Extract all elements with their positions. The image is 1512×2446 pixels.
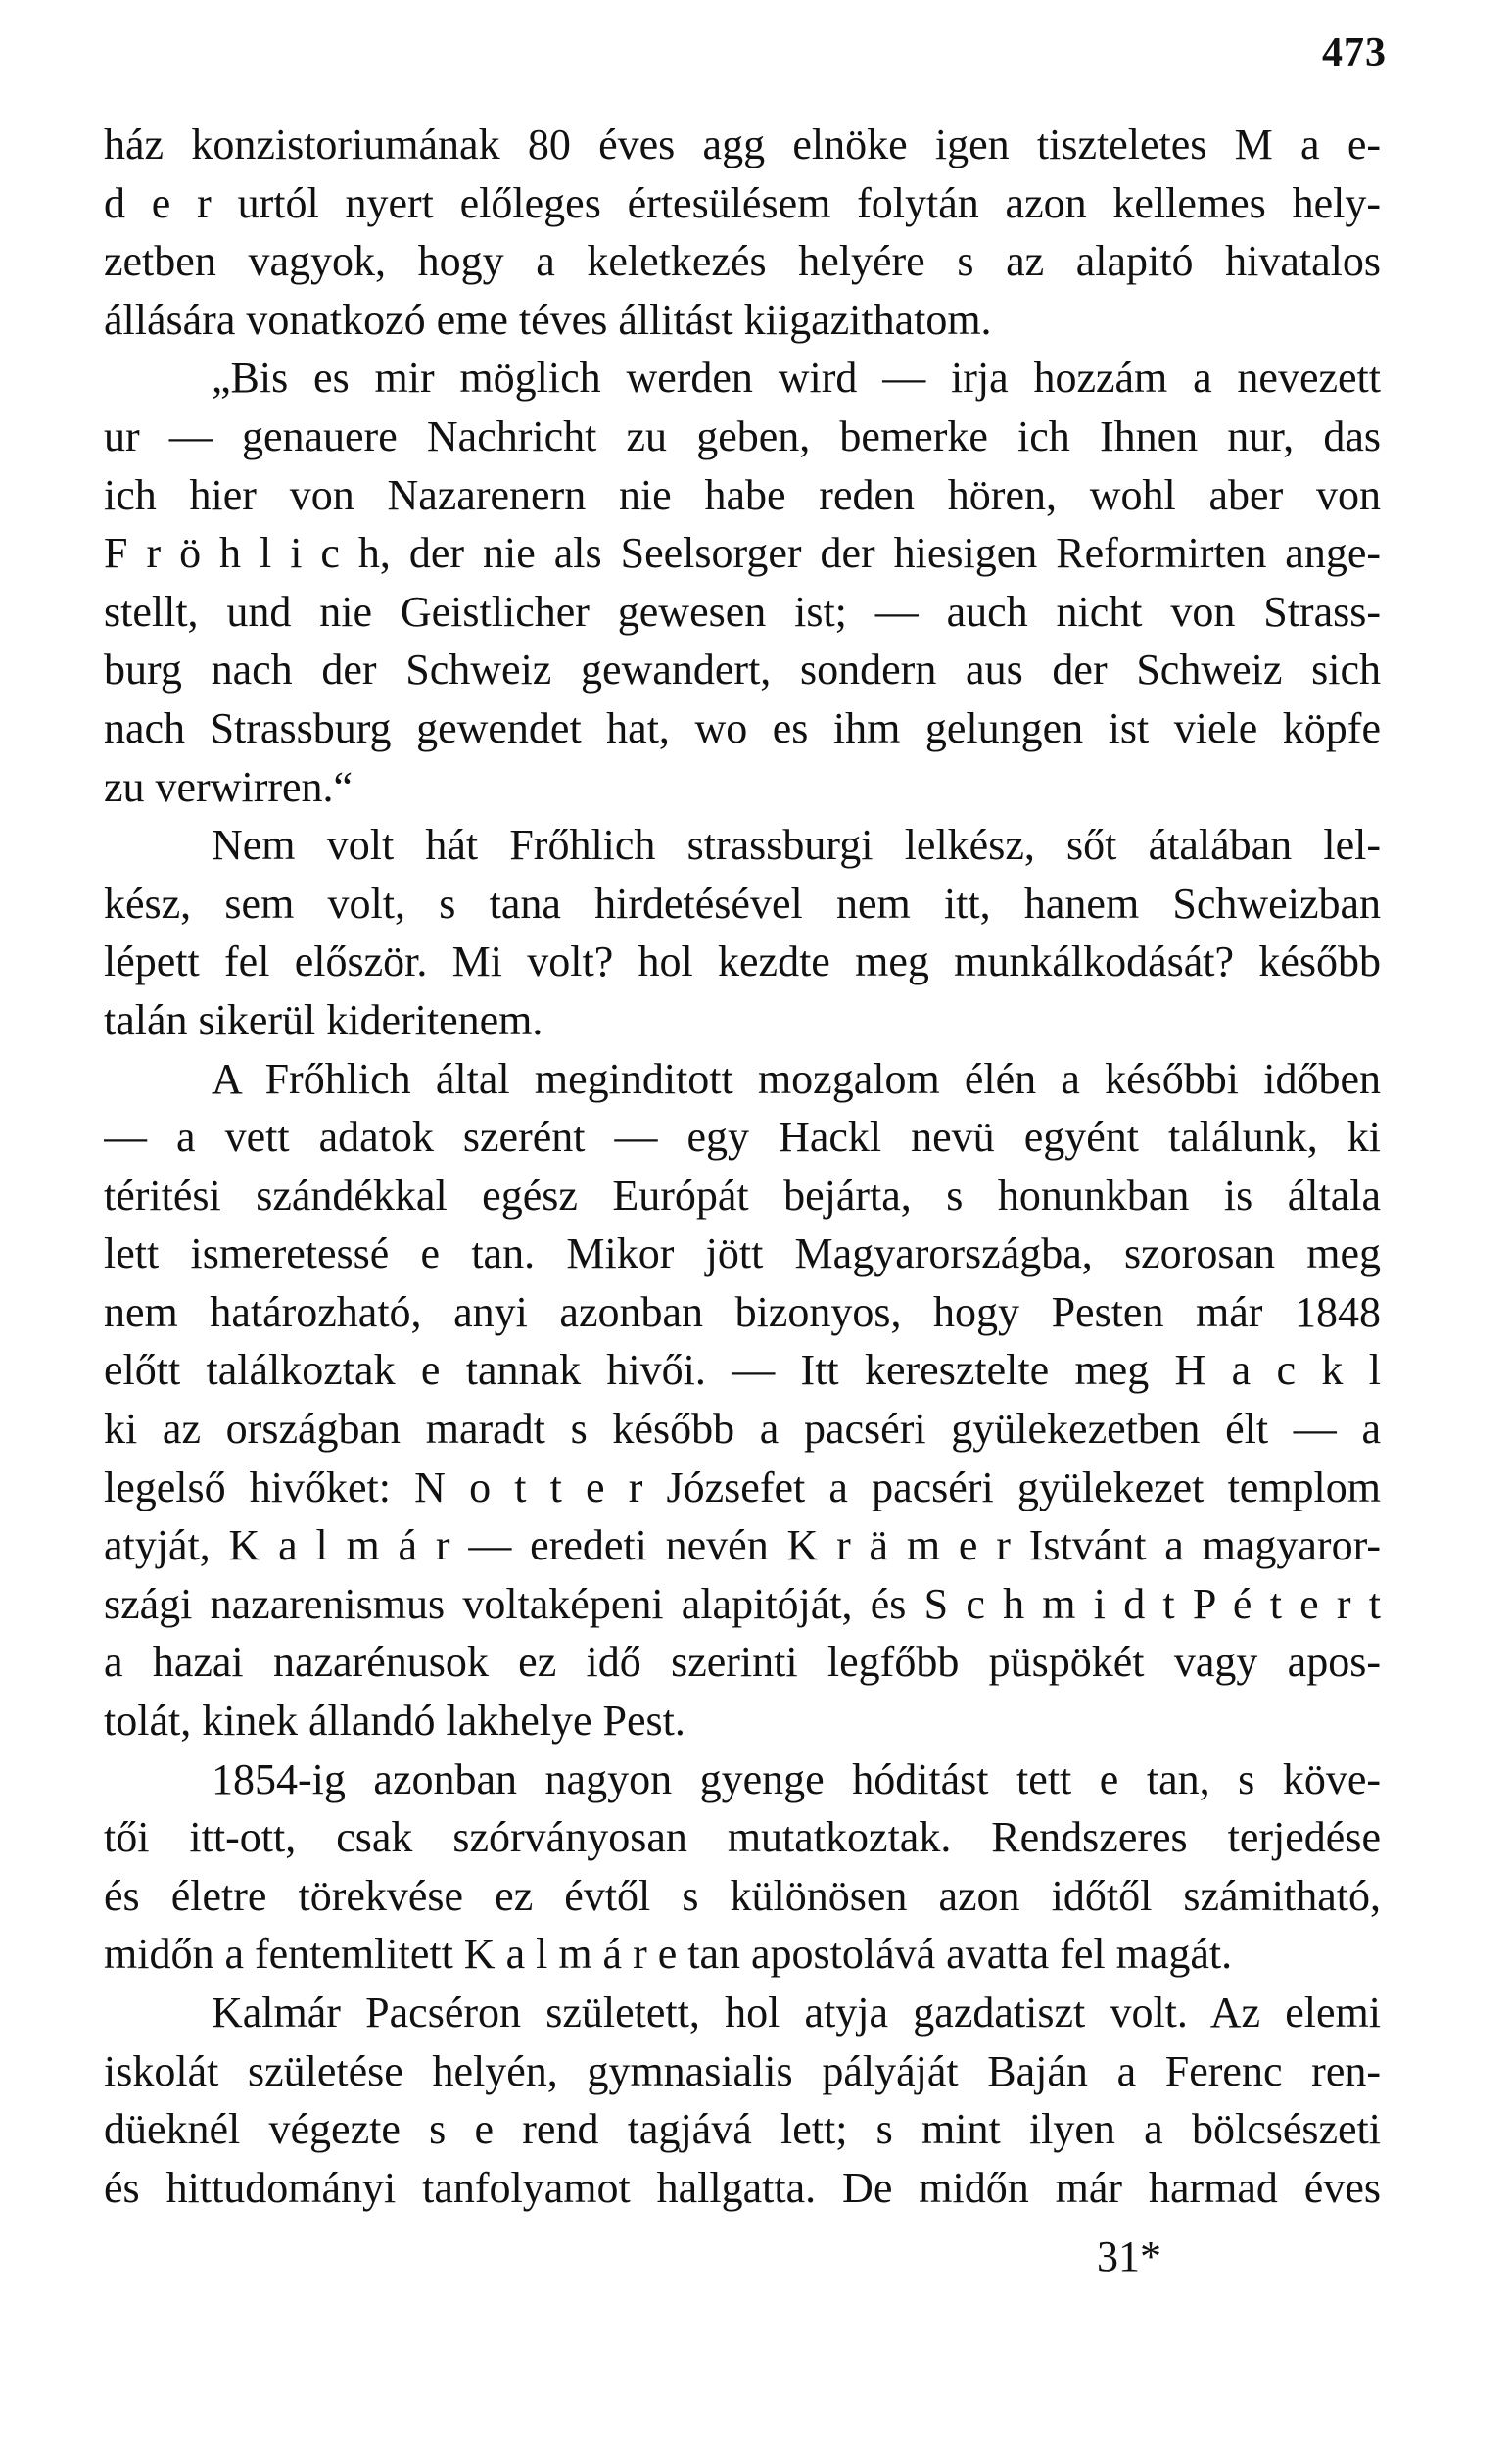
text-line: szági nazarenismus voltaképeni alapitóját, és S c h m i d t P é t e r t	[104, 1579, 1381, 1628]
text-line: d e r urtól nyert előleges értesülésem folytán azon kellemes hely-	[104, 178, 1381, 227]
text-line: nem határozható, anyi azonban bizonyos, hogy Pesten már 1848	[104, 1287, 1381, 1336]
body-text	[104, 116, 1381, 2217]
text-line: atyját, K a l m á r — eredeti nevén K r ä m e r Istvánt a magyaror-	[104, 1521, 1381, 1570]
text-line: tolát, kinek állandó lakhelye Pest.	[104, 1697, 685, 1746]
text-line: talán sikerül kideritenem.	[104, 995, 543, 1044]
text-line: és életre törekvése ez évtől s különösen azon időtől számitható,	[104, 1871, 1381, 1920]
text-line: lett ismeretessé e tan. Mikor jött Magyarországba, szorosan meg	[104, 1229, 1381, 1278]
text-line: A Frőhlich által meginditott mozgalom élén a későbbi időben	[212, 1054, 1381, 1103]
page-number: 473	[1322, 30, 1387, 75]
text-line: burg nach der Schweiz gewandert, sondern aus der Schweiz sich	[104, 646, 1381, 695]
text-line: ház konzistoriumának 80 éves agg elnöke igen tiszteletes M a e-	[104, 120, 1381, 168]
text-line: legelső hivőket: N o t t e r Józsefet a pacséri gyülekezet templom	[104, 1463, 1381, 1511]
text-line: nach Strassburg gewendet hat, wo es ihm gelungen ist viele köpfe	[104, 703, 1381, 752]
text-line: 1854-ig azonban nagyon gyenge hóditást tett e tan, s köve-	[212, 1754, 1381, 1803]
text-line: zetben vagyok, hogy a keletkezés helyére s az alapitó hivatalos	[104, 237, 1381, 286]
text-line: ich hier von Nazarenern nie habe reden hören, wohl aber von	[104, 470, 1381, 519]
text-line: téritési szándékkal egész Európát bejárta, s honunkban is általa	[104, 1171, 1381, 1220]
text-line: állására vonatkozó eme téves állitást kiigazithatom.	[104, 295, 992, 344]
text-line: „Bis es mir möglich werden wird — irja hozzám a nevezett	[212, 354, 1381, 403]
text-line: düeknél végezte s e rend tagjává lett; s mint ilyen a bölcsészeti	[104, 2105, 1381, 2154]
text-line: iskolát születése helyén, gymnasialis pályáját Baján a Ferenc ren-	[104, 2046, 1381, 2095]
text-line: ki az országban maradt s később a pacséri gyülekezetben élt — a	[104, 1405, 1381, 1454]
text-line: Kalmár Pacséron született, hol atyja gazdatiszt volt. Az elemi	[212, 1989, 1381, 2037]
printer-signature-mark: 31*	[1097, 2232, 1161, 2280]
text-line: ur — genauere Nachricht zu geben, bemerke ich Ihnen nur, das	[104, 411, 1381, 460]
text-line: F r ö h l i c h, der nie als Seelsorger der hiesigen Reformirten ange-	[104, 529, 1381, 578]
text-line: midőn a fentemlitett K a l m á r e tan apostolává avatta fel magát.	[104, 1930, 1233, 1979]
text-line: zu verwirren.“	[104, 762, 354, 811]
text-line: stellt, und nie Geistlicher gewesen ist; — auch nicht von Strass-	[104, 587, 1381, 636]
text-line: a hazai nazarénusok ez idő szerinti legfőbb püspökét vagy apos-	[104, 1638, 1381, 1687]
text-line: kész, sem volt, s tana hirdetésével nem itt, hanem Schweizban	[104, 879, 1381, 928]
text-line: — a vett adatok szerént — egy Hackl nevü egyént találunk, ki	[104, 1113, 1381, 1162]
text-line: előtt találkoztak e tannak hivői. — Itt keresztelte meg H a c k l	[104, 1346, 1381, 1395]
text-line: tői itt-ott, csak szórványosan mutatkoztak. Rendszeres terjedése	[104, 1813, 1381, 1862]
text-line: lépett fel először. Mi volt? hol kezdte meg munkálkodását? később	[104, 937, 1381, 986]
text-line: Nem volt hát Frőhlich strassburgi lelkész, sőt átalában lel-	[212, 821, 1381, 870]
text-line: és hittudományi tanfolyamot hallgatta. De midőn már harmad éves	[104, 2163, 1381, 2212]
